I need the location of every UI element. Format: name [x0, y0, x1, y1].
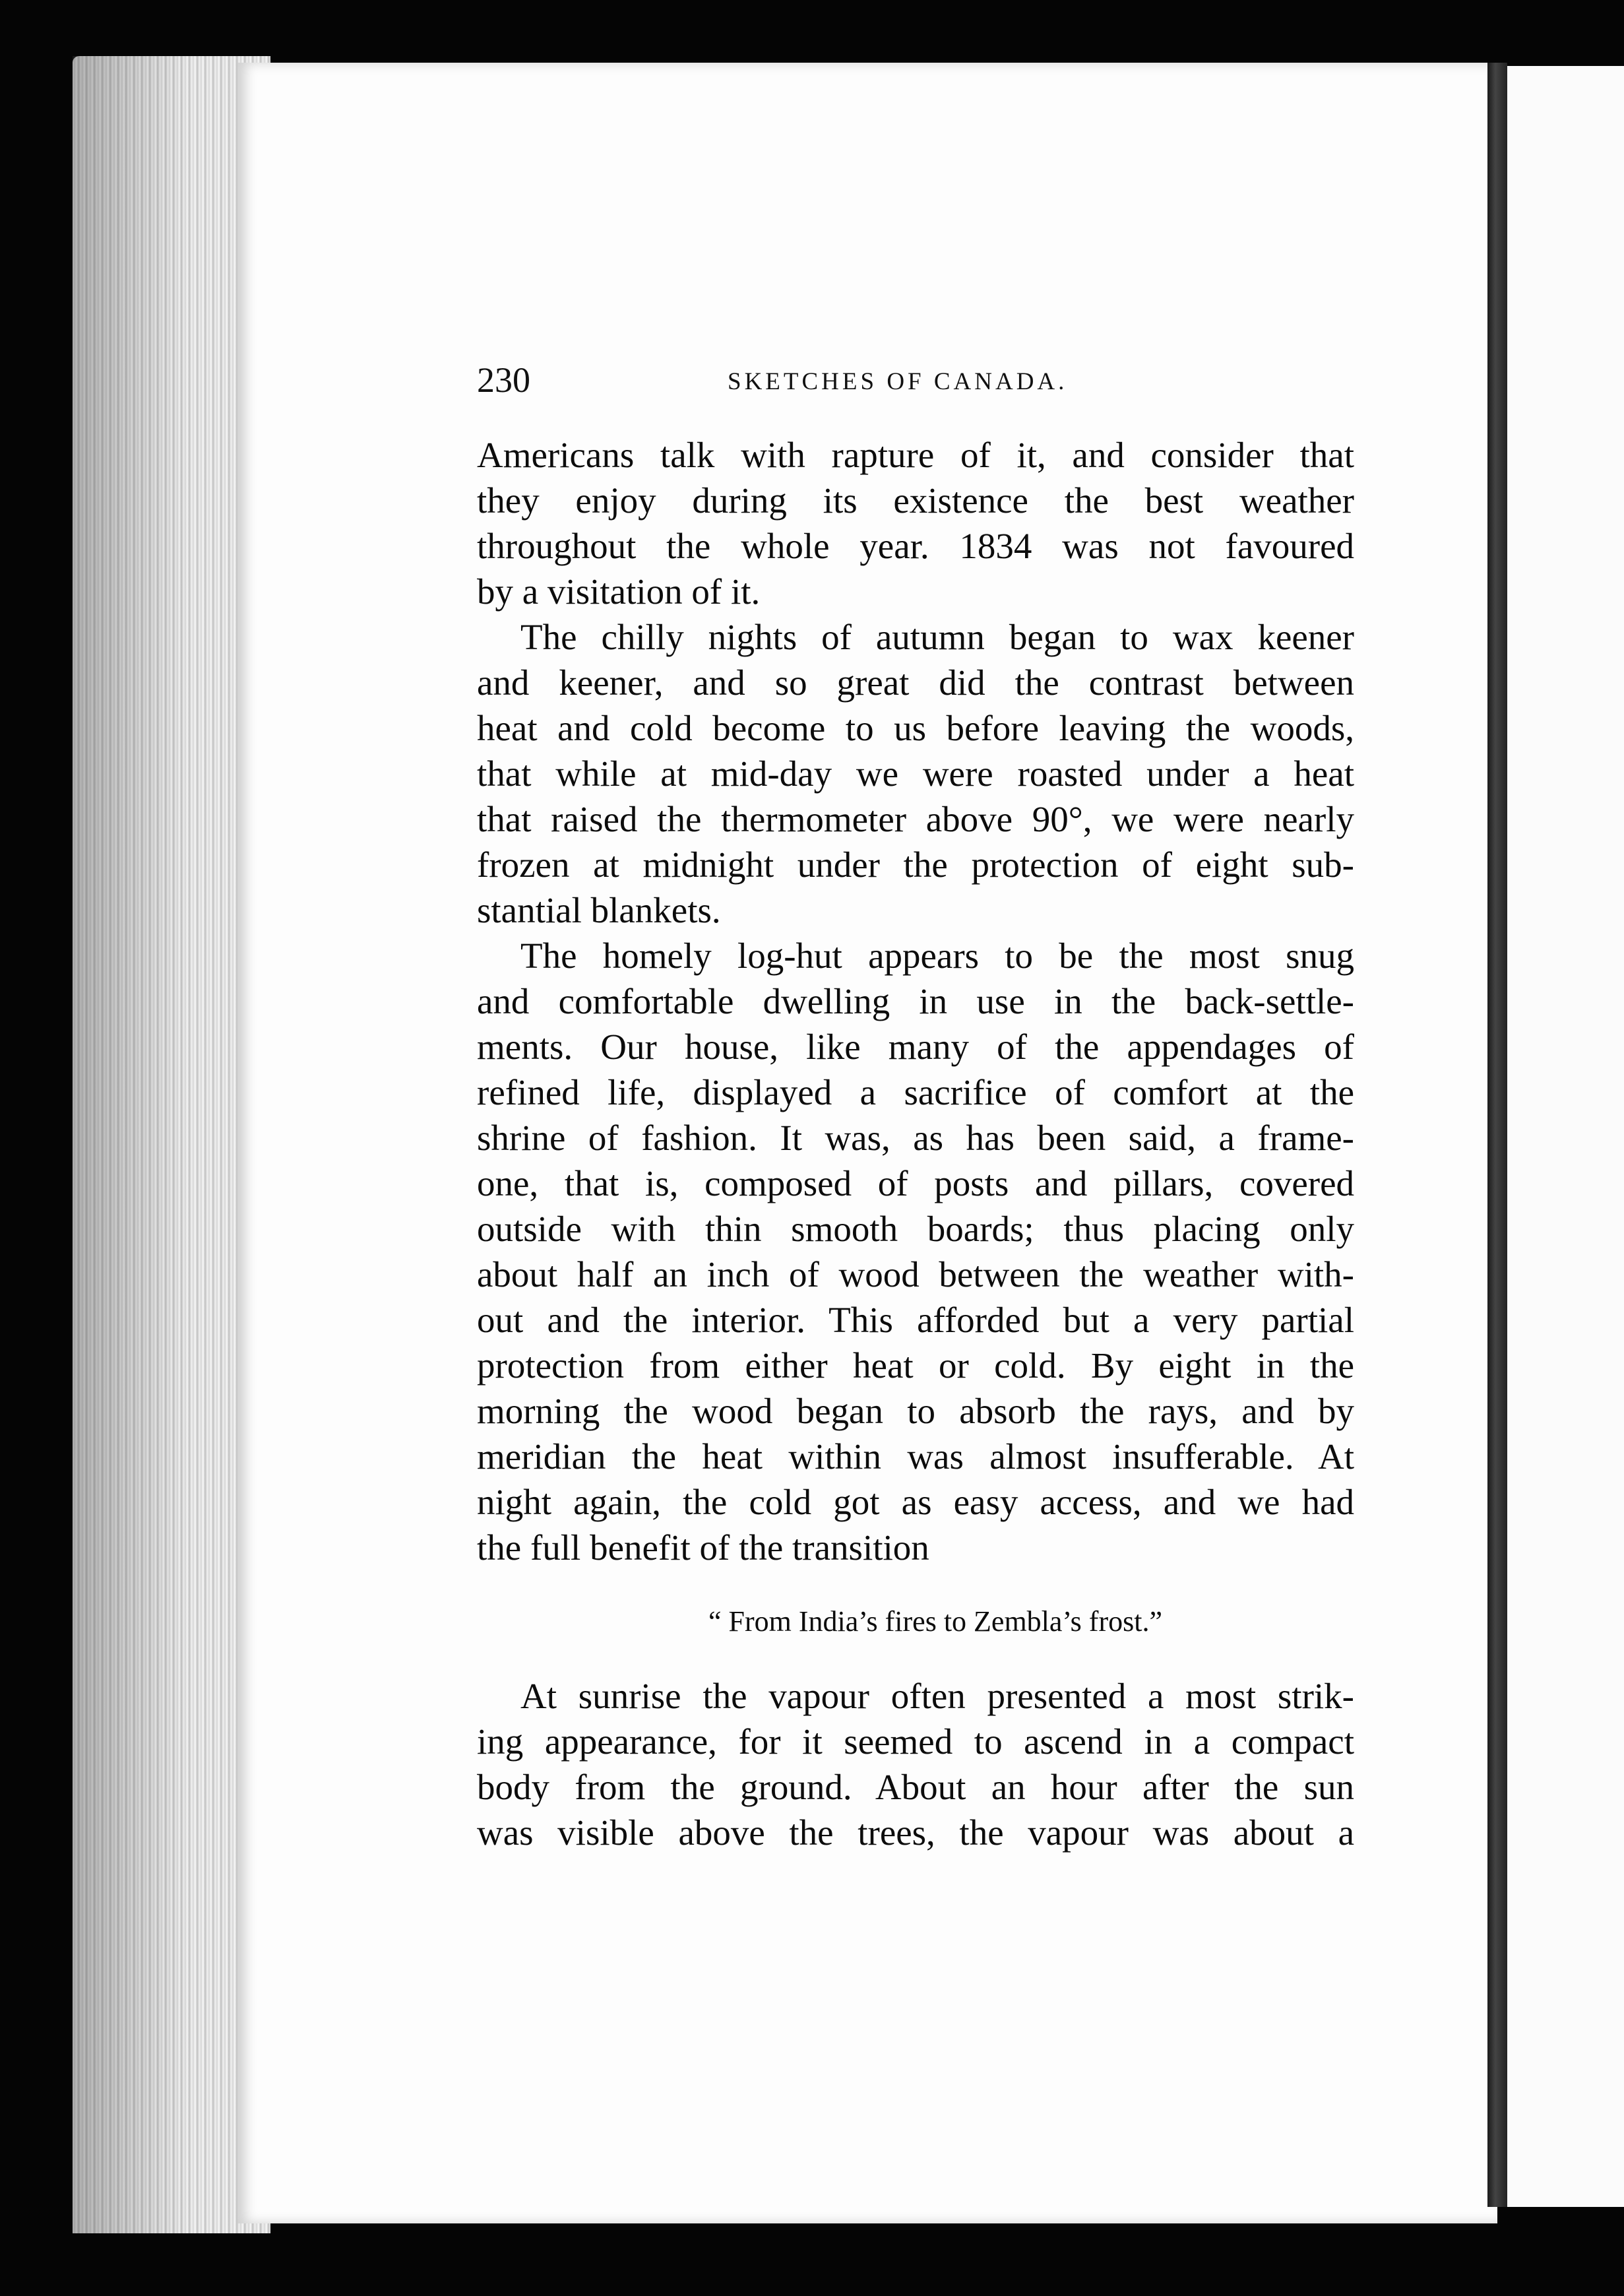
running-head: SKETCHES OF CANADA.: [728, 368, 1068, 395]
text-line: one, that is, composed of posts and pillars, covered: [477, 1163, 1354, 1203]
text-line: The homely log-hut appears to be the most snug: [520, 936, 1354, 976]
text-line: Americans talk with rapture of it, and consider that: [477, 435, 1354, 475]
text-line: they enjoy during its existence the best weather: [477, 480, 1354, 521]
text-line: ing appearance, for it seemed to ascend in a compact: [477, 1721, 1354, 1762]
text-line: was visible above the trees, the vapour was about a: [477, 1812, 1354, 1853]
text-line: ments. Our house, like many of the appendages of: [477, 1027, 1354, 1067]
text-line: and comfortable dwelling in use in the back-settle-: [477, 981, 1354, 1021]
text-line: and keener, and so great did the contrast between: [477, 662, 1354, 703]
page-gutter-shadow: [1487, 63, 1507, 2207]
text-line: The chilly nights of autumn began to wax keener: [520, 617, 1354, 657]
text-line: meridian the heat within was almost insufferable. At: [477, 1436, 1354, 1477]
text-line: At sunrise the vapour often presented a most strik-: [520, 1676, 1354, 1716]
facing-page-edge: [1507, 66, 1624, 2207]
text-line: night again, the cold got as easy access, and we had: [477, 1482, 1354, 1522]
body-text: [477, 432, 1354, 1855]
text-line: the full benefit of the transition: [477, 1527, 929, 1568]
text-line: that raised the thermometer above 90°, we were nearly: [477, 799, 1354, 839]
text-line: by a visitation of it.: [477, 571, 761, 612]
text-line: body from the ground. About an hour after the sun: [477, 1767, 1354, 1807]
text-line: morning the wood began to absorb the rays, and by: [477, 1391, 1354, 1431]
text-line: shrine of fashion. It was, as has been said, a frame-: [477, 1118, 1354, 1158]
text-line: throughout the whole year. 1834 was not favoured: [477, 526, 1354, 566]
page-header: [477, 360, 1104, 406]
text-line: heat and cold become to us before leaving the woods,: [477, 708, 1354, 748]
text-line: frozen at midnight under the protection of eight sub-: [477, 845, 1354, 885]
text-line: refined life, displayed a sacrifice of comfort at the: [477, 1072, 1354, 1112]
text-line: that while at mid-day we were roasted under a heat: [477, 753, 1354, 794]
text-line: out and the interior. This afforded but a very partial: [477, 1300, 1354, 1340]
page-number: 230: [477, 360, 530, 400]
quotation: “ From India’s fires to Zembla’s frost.”: [708, 1605, 1162, 1638]
text-line: protection from either heat or cold. By eight in the: [477, 1345, 1354, 1386]
text-line: about half an inch of wood between the weather with-: [477, 1254, 1354, 1294]
text-line: stantial blankets.: [477, 890, 721, 930]
text-line: outside with thin smooth boards; thus placing only: [477, 1209, 1354, 1249]
